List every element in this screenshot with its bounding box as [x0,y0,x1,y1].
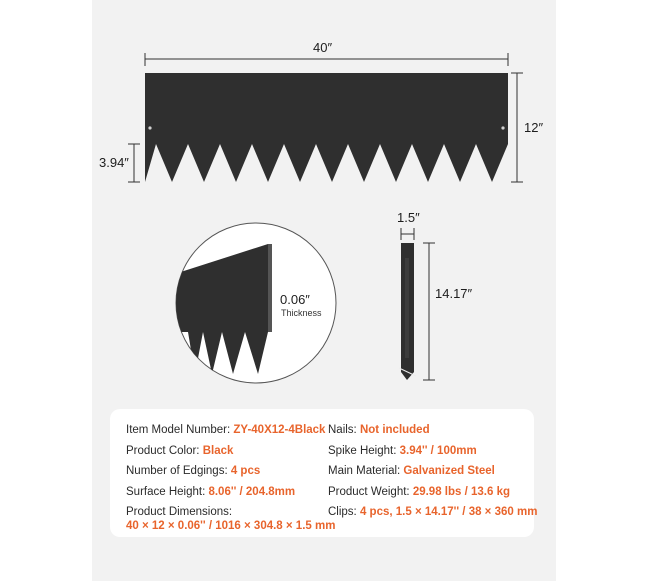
height-dimension-line [511,73,523,182]
zoomed-edge-thickness [268,244,272,332]
panel-hole-left [148,126,151,129]
spec-edgings [126,464,260,478]
spike-height-label: 3.94″ [99,155,129,170]
spec-color-label: Product Color: [126,445,200,457]
spec-spike-height [328,444,477,458]
spec-nails [328,423,430,437]
clip-height-label: 14.17″ [435,286,473,301]
spike-dimension-line [128,144,140,182]
spec-dimensions [126,505,335,533]
clip-width-label: 1.5″ [397,210,420,225]
thickness-caption: Thickness [281,308,322,318]
spec-spike-height-value: 3.94'' / 100mm [399,445,477,457]
clip-hole-pattern [405,258,409,358]
spec-material-label: Main Material: [328,465,401,477]
spec-clips [328,505,537,519]
panel-hole-right [501,126,504,129]
spec-surface-height [126,485,295,499]
spec-nails-label: Nails: [328,424,357,436]
width-label: 40″ [313,40,333,55]
height-label: 12″ [524,120,544,135]
spec-color [126,444,233,458]
edging-panel [145,73,508,182]
thickness-value-label: 0.06″ [280,292,310,307]
clip-width-dimension-line [401,228,414,240]
spec-weight-value: 29.98 lbs / 13.6 kg [412,486,510,498]
spec-color-value: Black [202,445,234,457]
spec-weight-label: Product Weight: [328,486,410,498]
spec-nails-value: Not included [359,424,430,436]
spec-clips-label: Clips: [328,506,357,518]
spec-dimensions-label: Product Dimensions: [126,506,233,518]
spec-surface-height-label: Surface Height: [126,486,206,498]
clip-height-dimension-line [423,243,435,380]
spec-material-value: Galvanized Steel [403,465,495,477]
spec-material [328,464,495,478]
spec-model-label: Item Model Number: [126,424,231,436]
spec-model [126,423,325,437]
spec-surface-height-value: 8.06'' / 204.8mm [208,486,296,498]
spec-edgings-label: Number of Edgings: [126,465,228,477]
spec-weight [328,485,510,499]
spec-dimensions-value: 40 × 12 × 0.06'' / 1016 × 304.8 × 1.5 mm [126,520,336,532]
spec-clips-value: 4 pcs, 1.5 × 14.17'' / 38 × 360 mm [359,506,538,518]
spec-model-value: ZY-40X12-4Black [233,424,326,436]
spec-spike-height-label: Spike Height: [328,445,397,457]
spec-edgings-value: 4 pcs [230,465,261,477]
